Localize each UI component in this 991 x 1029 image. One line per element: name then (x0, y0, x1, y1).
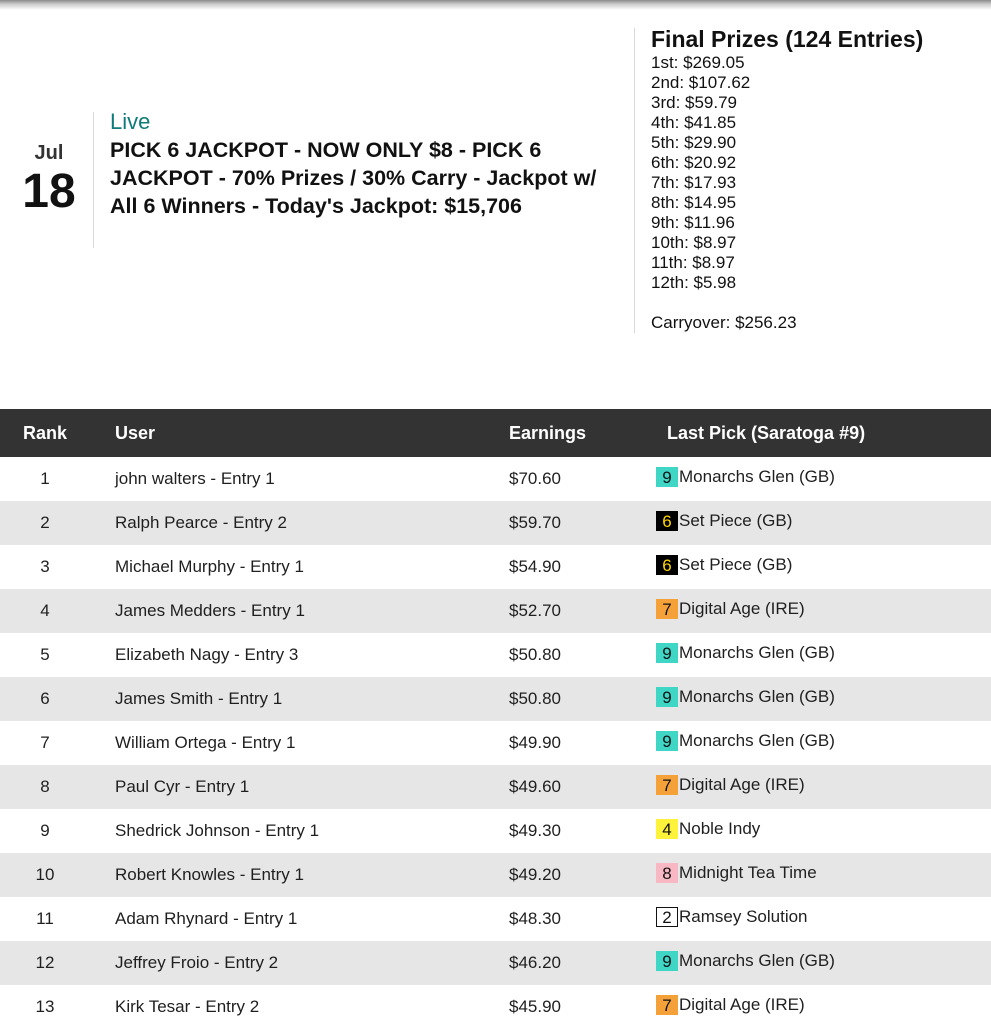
earnings-cell: $59.70 (484, 501, 634, 545)
prizes-divider (634, 28, 635, 333)
saddlecloth-number-badge: 9 (656, 951, 678, 971)
earnings-cell: $48.30 (509, 909, 561, 928)
carryover-amount: Carryover: $256.23 (651, 313, 797, 332)
earnings-column-header[interactable]: Earnings (484, 409, 634, 457)
rank-cell: 11 (36, 909, 54, 928)
prize-item: 11th: $8.97 (651, 253, 735, 272)
earnings-cell: $45.90 (509, 997, 561, 1016)
saddlecloth-number-badge: 9 (656, 687, 678, 707)
earnings-cell: $54.90 (509, 557, 561, 576)
earnings-cell: $49.90 (509, 733, 561, 752)
last-pick-cell (634, 985, 991, 1029)
prize-item: 4th: $41.85 (651, 113, 737, 132)
last-pick-column-header[interactable]: Last Pick (Saratoga #9) (634, 409, 991, 457)
last-pick (656, 995, 805, 1015)
horse-name: Monarchs Glen (GB) (679, 730, 835, 750)
earnings-cell: $50.80 (509, 645, 561, 664)
horse-name: Digital Age (IRE) (679, 598, 805, 618)
last-pick (656, 731, 835, 751)
leaderboard-table (0, 409, 991, 1029)
last-pick-cell (634, 941, 991, 985)
last-pick (656, 643, 835, 663)
horse-name: Midnight Tea Time (679, 862, 817, 882)
prize-item: 6th: $20.92 (651, 153, 737, 172)
event-date (12, 142, 86, 219)
user-column-header[interactable]: User (90, 409, 484, 457)
earnings-cell: $49.20 (484, 853, 634, 897)
last-pick (656, 775, 805, 795)
user-cell[interactable]: William Ortega - Entry 1 (115, 733, 296, 752)
table-row[interactable] (0, 897, 991, 941)
last-pick-cell (634, 589, 991, 633)
horse-name: Ramsey Solution (679, 906, 808, 926)
table-row[interactable] (0, 721, 991, 765)
user-cell[interactable]: john walters - Entry 1 (115, 469, 275, 488)
table-row[interactable] (0, 589, 991, 633)
saddlecloth-number-badge: 7 (656, 995, 678, 1015)
saddlecloth-number-badge: 6 (656, 511, 678, 531)
prize-item: 5th: $29.90 (651, 133, 737, 152)
last-pick-cell (634, 809, 991, 853)
prizes-heading: Final Prizes (124 Entries) (651, 26, 924, 52)
earnings-cell: $50.80 (484, 677, 634, 721)
prize-item: 8th: $14.95 (651, 193, 737, 212)
earnings-cell: $70.60 (509, 469, 561, 488)
saddlecloth-number-badge: 4 (656, 819, 678, 839)
contest-title[interactable]: PICK 6 JACKPOT - NOW ONLY $8 - PICK 6 JACKPOT - 70% Prizes / 30% Carry - Jackpot w/ All 6 Winners - Today's Jackpot: $15,706 (110, 138, 597, 218)
last-pick (656, 951, 835, 971)
last-pick-cell (634, 545, 991, 589)
horse-name: Monarchs Glen (GB) (679, 686, 835, 706)
table-row[interactable] (0, 941, 991, 985)
last-pick (656, 599, 805, 619)
horse-name: Monarchs Glen (GB) (679, 466, 835, 486)
last-pick-cell (634, 501, 991, 545)
last-pick-cell (634, 721, 991, 765)
rank-cell: 5 (40, 645, 50, 664)
table-row[interactable] (0, 633, 991, 677)
rank-cell: 6 (0, 677, 90, 721)
horse-name: Digital Age (IRE) (679, 774, 805, 794)
horse-name: Digital Age (IRE) (679, 994, 805, 1014)
rank-cell: 1 (40, 469, 50, 488)
table-row[interactable] (0, 985, 991, 1029)
user-cell[interactable]: Kirk Tesar - Entry 2 (115, 997, 260, 1016)
user-cell[interactable]: Jeffrey Froio - Entry 2 (90, 941, 484, 985)
last-pick-cell (634, 457, 991, 501)
user-cell[interactable]: Shedrick Johnson - Entry 1 (115, 821, 320, 840)
prize-item: 2nd: $107.62 (651, 73, 751, 92)
horse-name: Set Piece (GB) (679, 510, 793, 530)
saddlecloth-number-badge: 8 (656, 863, 678, 883)
saddlecloth-number-badge: 7 (656, 775, 678, 795)
last-pick-cell (634, 853, 991, 897)
last-pick-cell (634, 677, 991, 721)
earnings-cell: $49.30 (509, 821, 561, 840)
last-pick-cell (634, 897, 991, 941)
last-pick (656, 907, 808, 927)
earnings-cell: $52.70 (484, 589, 634, 633)
earnings-cell: $46.20 (484, 941, 634, 985)
earnings-cell: $49.60 (484, 765, 634, 809)
rank-cell: 4 (0, 589, 90, 633)
contest-status: Live (110, 109, 151, 134)
last-pick-cell (634, 765, 991, 809)
date-divider (93, 112, 94, 248)
rank-cell: 9 (40, 821, 50, 840)
user-cell[interactable]: Elizabeth Nagy - Entry 3 (115, 645, 299, 664)
user-cell[interactable]: Ralph Pearce - Entry 2 (90, 501, 484, 545)
rank-cell: 2 (0, 501, 90, 545)
table-row[interactable] (0, 765, 991, 809)
horse-name: Noble Indy (679, 818, 761, 838)
prize-item: 12th: $5.98 (651, 273, 737, 292)
event-day: 18 (22, 165, 76, 218)
event-month: Jul (34, 142, 64, 164)
rank-cell: 10 (0, 853, 90, 897)
prize-item: 9th: $11.96 (651, 213, 735, 232)
saddlecloth-number-badge: 9 (656, 731, 678, 751)
prize-item: 10th: $8.97 (651, 233, 737, 252)
last-pick (656, 863, 817, 883)
contest-info (110, 109, 620, 220)
rank-cell: 12 (0, 941, 90, 985)
last-pick (656, 819, 760, 839)
rank-cell: 7 (40, 733, 50, 752)
prizes-list (651, 53, 986, 293)
user-cell[interactable]: James Smith - Entry 1 (90, 677, 484, 721)
horse-name: Monarchs Glen (GB) (679, 950, 835, 970)
rank-cell: 13 (35, 997, 55, 1016)
leaderboard-body (0, 457, 991, 1029)
last-pick (656, 467, 835, 487)
prize-item: 1st: $269.05 (651, 53, 745, 72)
last-pick-cell (634, 633, 991, 677)
saddlecloth-number-badge: 6 (656, 555, 678, 575)
top-shadow-bar (0, 0, 991, 10)
prize-item: 3rd: $59.79 (651, 93, 738, 112)
saddlecloth-number-badge: 2 (656, 907, 678, 927)
last-pick (656, 555, 792, 575)
saddlecloth-number-badge: 9 (656, 467, 678, 487)
table-row[interactable] (0, 457, 991, 501)
user-cell[interactable]: Paul Cyr - Entry 1 (90, 765, 484, 809)
user-cell[interactable]: James Medders - Entry 1 (90, 589, 484, 633)
user-cell[interactable]: Adam Rhynard - Entry 1 (115, 909, 298, 928)
saddlecloth-number-badge: 7 (656, 599, 678, 619)
table-row[interactable] (0, 853, 991, 897)
rank-column-header[interactable]: Rank (0, 409, 90, 457)
last-pick (656, 687, 835, 707)
table-row[interactable] (0, 677, 991, 721)
last-pick (656, 511, 792, 531)
table-row[interactable] (0, 545, 991, 589)
table-row[interactable] (0, 501, 991, 545)
user-cell[interactable]: Robert Knowles - Entry 1 (90, 853, 484, 897)
prize-item: 7th: $17.93 (651, 173, 737, 192)
horse-name: Set Piece (GB) (679, 554, 793, 574)
leaderboard-header-row (0, 409, 991, 457)
table-row[interactable] (0, 809, 991, 853)
rank-cell: 3 (40, 557, 50, 576)
horse-name: Monarchs Glen (GB) (679, 642, 835, 662)
saddlecloth-number-badge: 9 (656, 643, 678, 663)
user-cell[interactable]: Michael Murphy - Entry 1 (115, 557, 304, 576)
final-prizes-panel (651, 25, 986, 333)
rank-cell: 8 (0, 765, 90, 809)
